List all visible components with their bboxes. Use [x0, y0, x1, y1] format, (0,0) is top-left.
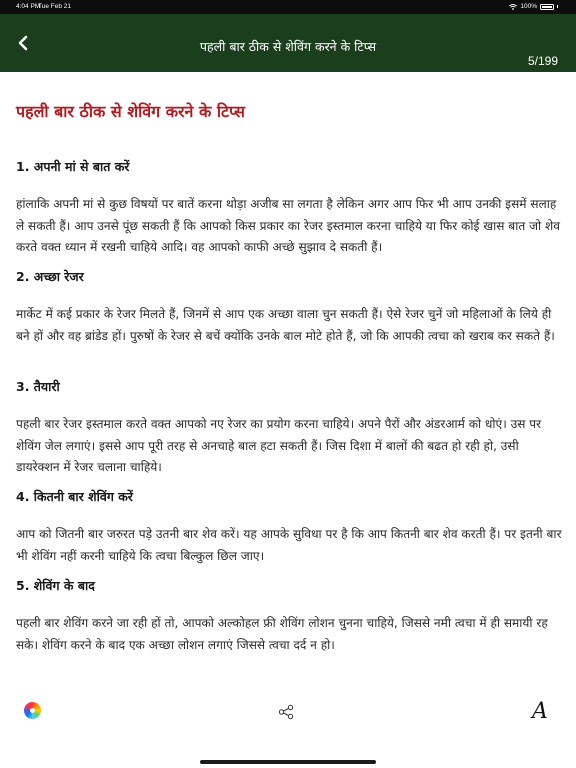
status-time: 4:04 PM: [16, 3, 41, 10]
section-heading: 4. कितनी बार शेविंग करें: [16, 489, 133, 504]
article-title: पहली बार ठीक से शेविंग करने के टिप्स: [16, 102, 245, 121]
section-heading: 3. तैयारी: [16, 379, 60, 394]
section-2: [16, 268, 562, 347]
section-heading: 1. अपनी मां से बात करें: [16, 159, 130, 174]
battery-percent: 100%: [520, 3, 537, 10]
section-text: आप को जितनी बार जरुरत पड़े उतनी बार शेव करें। यह आपके सुविधा पर है कि आप कितनी बार शेव करती हैं। पर इतनी बार भी शेविंग नहीं करनी चाहिये कि त्वचा बिल्कुल छिल जाए।: [16, 527, 562, 563]
section-heading: 5. शेविंग के बाद: [16, 578, 95, 593]
section-1: [16, 158, 562, 259]
article-content: [16, 100, 562, 652]
status-indicators: [509, 3, 558, 10]
section-4: [16, 488, 562, 567]
section-text: मार्केट में कई प्रकार के रेजर मिलते हैं, जिनमें से आप एक अच्छा वाला चुन सकती हैं। ऐसे रेजर चुनें जो महिलाओं के लिये ही बने हों और वह ब्रांडेड हों। पुरुषों के रेजर से बचें क्योंकि उनके बाल मोटे होते हैं, जो कि आपकी त्वचा को खराब कर सकते हैं।: [16, 307, 555, 343]
section-text: पहली बार रेजर इस्तमाल करते वक्त आपको नए रेजर का प्रयोग करना चाहिये। अपने पैरों और अंडरआर्म को धोएं। उस पर शेविंग जेल लगाएं। इससे आप पूरी तरह से अनचाहे बाल हटा सकती हैं। जिस दिशा में बालों की बढत हो रही हो, उसी डायरेक्शन में रेजर चलाना चाहिये।: [16, 417, 542, 474]
section-text: हांलाकि अपनी मां से कुछ विषयों पर बातें करना थोड़ा अजीब सा लगता है लेकिन अगर आप फिर भी आप उनकी इसमें सलाह ले सकती हैं। आप उनसे पूंछ सकती हैं कि आपको किस प्रकार का रेजर इस्तमाल करना चाहिये या फिर कोई खास बात जो शेव करते वक्त ध्यान में रखनी चाहिये आदि। वह आपको काफी अच्छे सुझाव दे सकती हैं।: [16, 197, 560, 254]
wifi-icon: [509, 4, 517, 10]
status-bar: [0, 0, 576, 14]
battery-icon: [540, 4, 554, 10]
section-3: [16, 378, 562, 479]
nav-bar: [0, 14, 576, 72]
bottom-toolbar: [0, 690, 576, 740]
font-size-button[interactable]: A: [532, 699, 548, 724]
color-wheel-icon[interactable]: [24, 702, 41, 719]
page-counter: 5/199: [527, 54, 558, 68]
battery-nub: [557, 5, 558, 8]
share-icon[interactable]: [278, 704, 294, 720]
status-date: Tue Feb 21: [38, 3, 72, 10]
section-text: पहली बार शेविंग करने जा रही हों तो, आपको अल्कोहल फ्री शेविंग लोशन चुनना चाहिये, जिससे नमी त्वचा में ही समायी रह सके। शेविंग करने के बाद एक अच्छा लोशन लगाएं जिससे त्वचा दर्द न हो।: [16, 616, 548, 652]
nav-title: पहली बार ठीक से शेविंग करने के टिप्स: [199, 39, 377, 54]
section-5: [16, 577, 562, 656]
home-indicator: [200, 760, 376, 764]
section-heading: 2. अच्छा रेजर: [16, 269, 84, 284]
